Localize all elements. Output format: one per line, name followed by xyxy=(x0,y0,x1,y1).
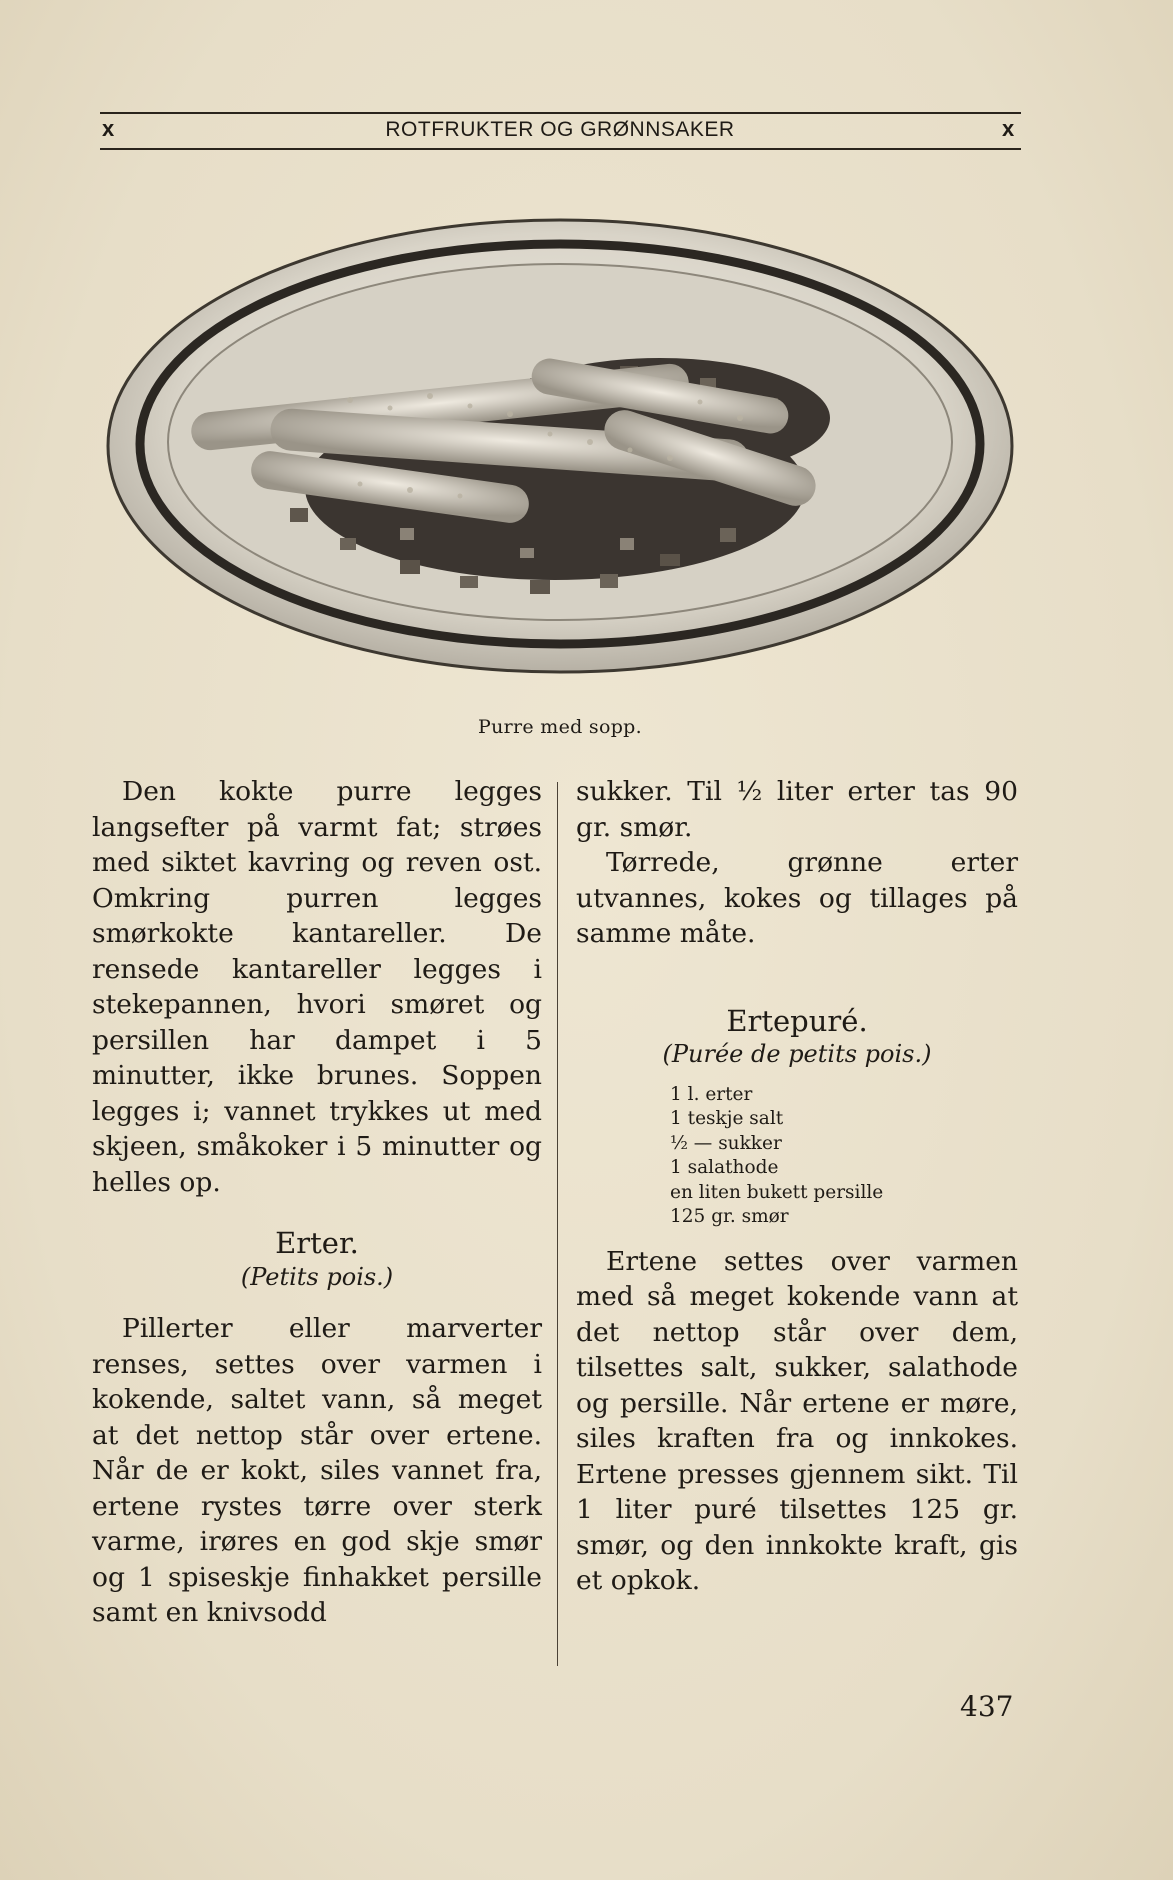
ingredient-item: 1 salathode xyxy=(670,1157,779,1178)
dish-photo xyxy=(100,188,1020,698)
ingredient-item: 1 teskje salt xyxy=(670,1108,784,1129)
header-rule-bottom xyxy=(100,148,1021,150)
page-number: 437 xyxy=(960,1690,1014,1723)
figure-caption: Purre med sopp. xyxy=(478,716,642,738)
column-divider xyxy=(557,782,558,1666)
recipe-heading-erter: Erter. xyxy=(275,1226,359,1260)
ingredient-item: ½ — sukker xyxy=(670,1132,782,1154)
header-rule-top xyxy=(100,112,1021,114)
ertepure-recipe-text: Ertene settes over varmen med så meget kokende vann at det nettop står over dem, tilsettes salt, sukker, salathode og persille. Når ertene er møre, siles kraften fra og innkokes. Ertene presses gjennem sikt. Til 1 liter puré tilsettes 125 gr. smør, og den innkokte kraft, gis et opkok. xyxy=(576,1245,1018,1596)
header-ornament-left: x xyxy=(102,116,115,141)
header-ornament-right: x xyxy=(1002,116,1015,141)
ingredient-item: 1 l. erter xyxy=(670,1083,753,1105)
recipe-subheading-erter: (Petits pois.) xyxy=(240,1262,394,1291)
left-column xyxy=(92,774,542,1631)
ingredient-item: en liten bukett persille xyxy=(670,1181,884,1203)
running-head: ROTFRUKTER OG GRØNNSAKER xyxy=(385,118,735,141)
erter-continued-text: sukker. Til ½ liter erter tas 90 gr. smør. xyxy=(576,776,1018,843)
right-column xyxy=(576,774,1018,1599)
leek-recipe-text: Den kokte purre legges langsefter på varmt fat; strøes med siktet kavring og reven ost. Omkring purren legges smørkokte kantareller. De rensede kantareller legges i stekepannen, hvori smøret og persillen har dampet i 5 minutter, ikke brunes. Soppen legges i; vannet trykkes ut med skjeen, småkoker i 5 minutter og helles op. xyxy=(92,776,542,1198)
ingredient-list xyxy=(576,1083,1018,1230)
recipe-subheading-ertepure: (Purée de petits pois.) xyxy=(662,1040,932,1068)
recipe-heading-ertepure: Ertepuré. xyxy=(726,1003,868,1038)
erter-recipe-text: Pillerter eller marverter renses, settes over varmen i kokende, saltet vann, så meget at det nettop står over ertene. Når de er kokt, siles vannet fra, ertene rystes tørre over sterk varme, irøres en god skje smør og 1 spiseskje finhakket persille samt en knivsodd xyxy=(92,1313,542,1628)
ingredient-item: 125 gr. smør xyxy=(670,1206,789,1227)
dried-peas-text: Tørrede, grønne erter utvannes, kokes og tillages på samme måte. xyxy=(576,847,1018,949)
